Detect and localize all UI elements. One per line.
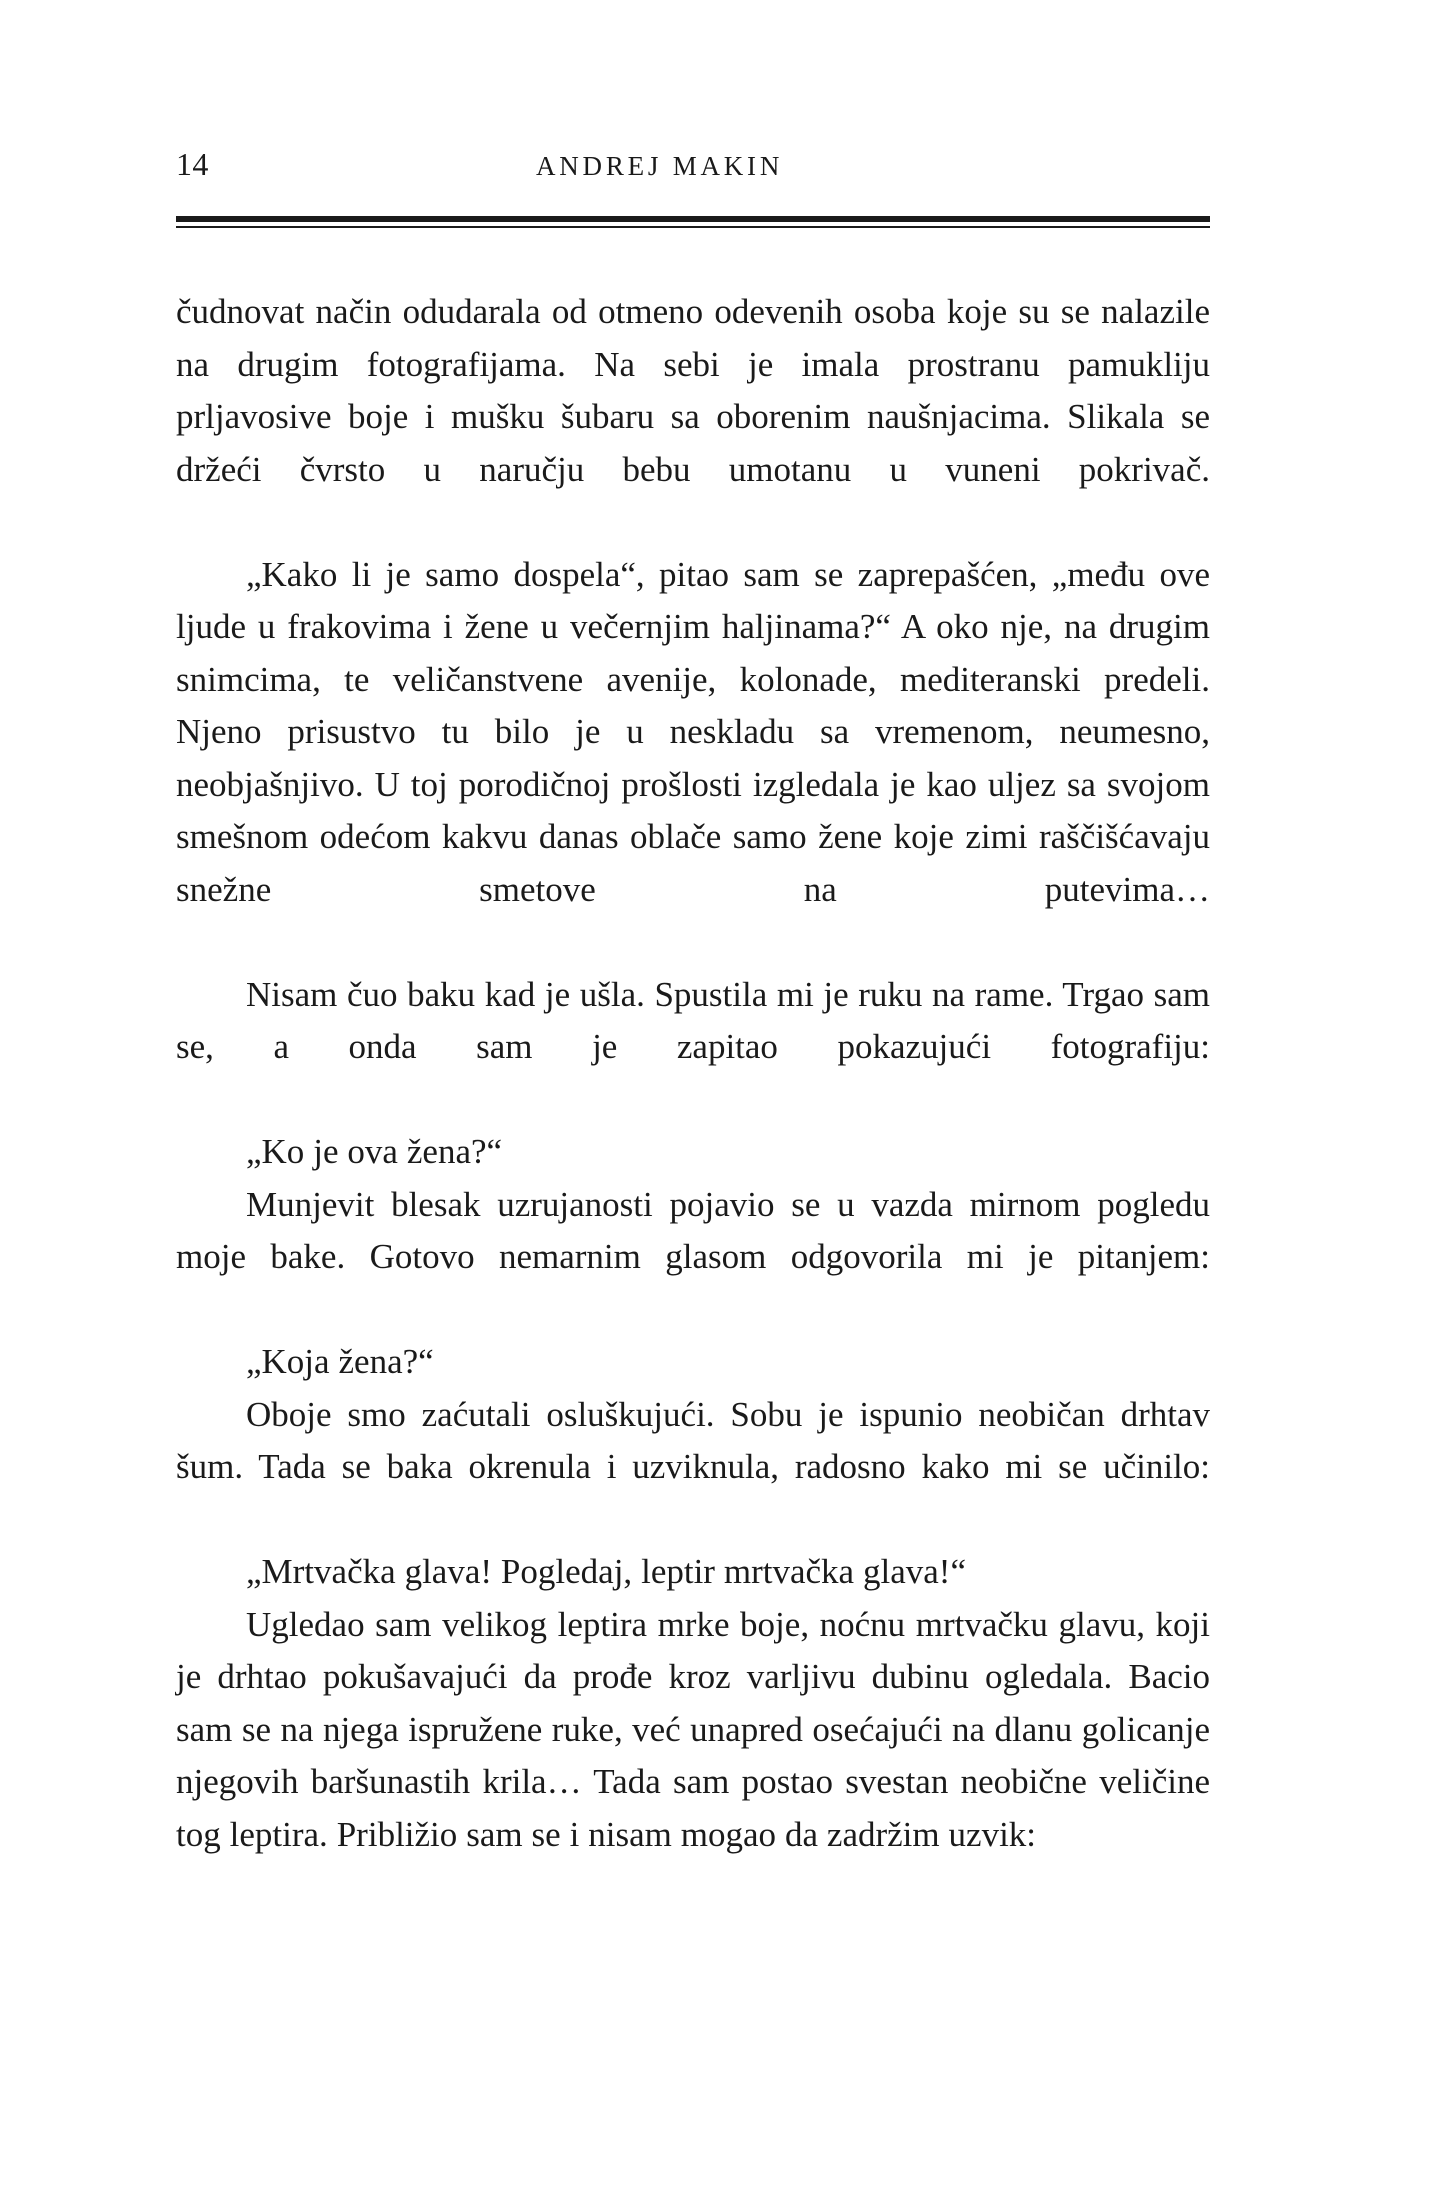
running-header — [176, 148, 1210, 202]
paragraph: Nisam čuo baku kad je ušla. Spustila mi je ruku na rame. Trgao sam se, a onda sam je zapitao pokazujući fotografiju: — [176, 974, 1210, 1066]
running-head-author-name: ANDREJ MAKIN — [536, 151, 784, 181]
paragraph: Oboje smo zaćutali osluškujući. Sobu je ispunio neobičan drhtav šum. Tada se baka okrenula i uzviknula, radosno kako mi se učinilo: — [176, 1394, 1210, 1486]
divider-rule-thin — [176, 226, 1210, 228]
paragraph: čudnovat način odudarala od otmeno odevenih osoba koje su se nalazile na drugim fotografijama. Na sebi je imala prostranu pamukliju prljavosive boje i mušku šubaru sa oborenim naušnjacima. Slikala se držeći čvrsto u naručju bebu umotanu u vuneni pokrivač. — [176, 292, 1210, 489]
page-content-area — [176, 148, 1210, 1861]
paragraph-dialogue: „Koja žena?“ — [246, 1342, 434, 1381]
paragraph: Munjevit blesak uzrujanosti pojavio se u vazda mirnom pogledu moje bake. Gotovo nemarnim glasom odgovorila mi je pitanjem: — [176, 1184, 1210, 1276]
body-text-block — [176, 286, 1210, 1861]
paragraph: „Kako li je samo dospela“, pitao sam se zaprepašćen, „među ove ljude u frakovima i žene u večernjim haljinama?“ A oko nje, na drugim snimcima, te veličanstvene avenije, kolonade, mediteranski predeli. Njeno prisustvo tu bilo je u neskladu sa vremenom, neumesno, neobjašnjivo. U toj porodičnoj prošlosti izgledala je kao uljez sa svojom smešnom odećom kakvu danas oblače samo žene koje zimi raščišćavaju snežne smetove na putevima… — [176, 554, 1210, 909]
page-number: 14 — [176, 146, 209, 182]
paragraph-dialogue: „Ko je ova žena?“ — [246, 1132, 503, 1171]
paragraph: Ugledao sam velikog leptira mrke boje, noćnu mrtvačku glavu, koji je drhtao pokušavajući da prođe kroz varljivu dubinu ogledala. Bacio sam se na njega ispružene ruke, već unapred osećajući na dlanu golicanje njegovih baršunastih krila… Tada sam postao svestan neobične veličine tog leptira. Približio sam se i nisam mogao da zadržim uzvik: — [176, 1604, 1210, 1854]
header-divider-rule — [176, 216, 1210, 228]
paragraph-dialogue: „Mrtvačka glava! Pogledaj, leptir mrtvačka glava!“ — [246, 1552, 966, 1591]
